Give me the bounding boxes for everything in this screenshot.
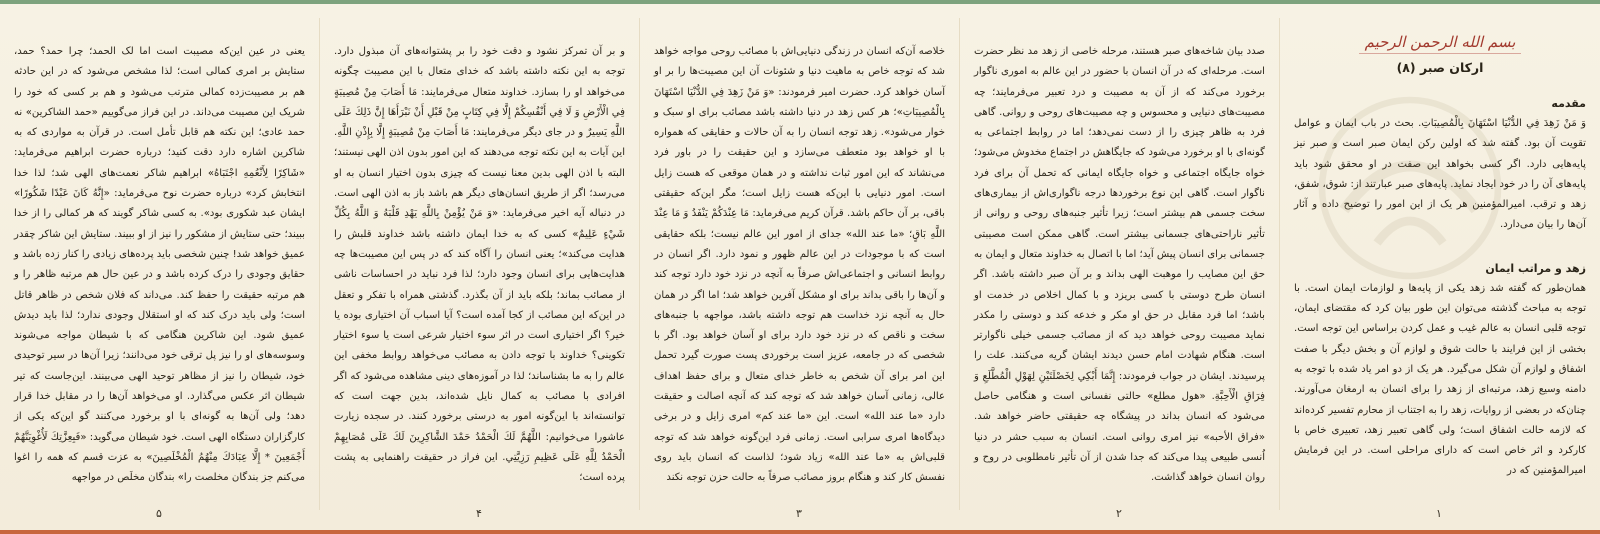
page-number-4: ۴: [476, 507, 482, 520]
paragraph: صدد بیان شاخه‌های صبر هستند، مرحله خاصی از زهد مد نظر حضرت است. مرحله‌ای که در آن انسان با حضور در این عالم به اموری ناگوار برخورد می‌کند که از آن به مصیبت و درد تعبیر می‌فرمایند؛ چه مصیبت‌های دنیایی و محسوس و چه مصیبت‌های روحی و روانی. گاهی فرد به ظاهر چیزی را از دست نمی‌دهد؛ اما در روابط اجتماعی به گونه‌ای با او برخورد می‌شود که جایگاهش در اجتماع مخدوش می‌شود؛ خواه جایگاه اجتماعی و خواه جایگاه ایمانی که تحمل آن برای فرد ناگوار است. گاهی این نوع برخوردها درجه ناگواری‌اش از بیماری‌های سخت جسمی هم بیشتر است؛ زیرا تأثیر جنبه‌های روحی و روانی از تأثیر ناراحتی‌های جسمانی بیشتر است. گاهی ممکن است مصیبتی جسمانی برای انسان پیش آید؛ اما با اتصال به خداوند متعال و ایمان به حق این مصایب را موهبت الهی بداند و بر آن صبر داشته باشد. اگر انسان طرح دوستی با کسی بریزد و با کمال اخلاص در خدمت او باشد؛ اما فرد مقابل در حق او مکر و خدعه کند و دوستی را مکدر نماید مصیبت روحی خواهد دید که از مصائب جسمی خیلی ناگوارتر است. هنگام شهادت امام حسن دیدند ایشان گریه می‌کنند. علت را پرسیدند. ایشان در جواب فرمودند: إِنَّمَا أَبْكِي لِخَصْلَتَيْنِ لِهَوْلِ الْمُطَّلَعِ وَ فِرَاقِ الْأَحِبَّةِ. «هول مطلع» حالتی نفسانی است و هنگامی حاصل می‌شود که انسان بداند در پیشگاه چه حقیقتی حاضر خواهد شد. «فراق الأحبه» نیز امری روانی است. انسان به سبب حشر در دنیا اُنسی طبیعی پیدا می‌کند که جدا شدن از آن تأثیر نامطلوبی در روح و روان انسان خواهد گذاشت.: [974, 46, 1265, 484]
column-3: [640, 18, 960, 510]
paragraph: یعنی در عین این‌که مصیبت است اما لک الحمد؛ چرا حمد؟ حمد، ستایش بر امری کمالی است؛ لذا مشخص می‌شود که در این حادثه هم بر مصیبت‌زده کمالی مترتب می‌شود و هم بر کسی که خود را شریک این مصیبت می‌داند. در این فراز می‌گوییم «حمد الشاکرین» نه حمد عادی؛ این نکته هم قابل تأمل است. در قرآن به مواردی که به شاکرین اشاره دارد دقت کنید؛ درباره حضرت ابراهیم می‌فرماید: «شَاكِرًا لِأَنْعُمِهِ اجْتَبَاهُ» ابراهیم شاکر نعمت‌های الهی شد؛ لذا خدا انتخابش کرد» درباره حضرت نوح می‌فرماید: «إِنَّهُ كَانَ عَبْدًا شَكُورًا» ایشان عبد شکوری بود». به کسی شاکر گویند که هر کمالی را از خدا ببیند؛ حتی ستایش از مشکور را نیز از او ببیند. ستایش این شاکر چقدر عمیق خواهد شد! چنین شخصی باید پرده‌های زیادی را کنار زده باشد و حقایق وجودی را درک کرده باشد و در عین حال هم مرتبه ظاهر را و هم مرتبه حقیقت را حفظ کند. می‌داند که فلان شخص در ظاهر قاتل است؛ ولی باید درک کند که او استقلال وجودی ندارد؛ لذا باید دیدش عمیق شود. این شاکرین هنگامی که با شیطان مواجه می‌شوند وسوسه‌های او را نیز پل ترقی خود می‌دانند؛ زیرا آن‌ها در سیر توحیدی خود، شیطان را نیز از مظاهر توحید الهی می‌بینند. این‌جاست که تیر شیطان اثر عکس می‌گذارد. او می‌خواهد آن‌ها را در مقابل خدا قرار دهد؛ ولی آن‌ها به گونه‌ای با او برخورد می‌کنند گو این‌که یکی از کارگزاران دستگاه الهی است. خود شیطان می‌گوید: «فَبِعِزَّتِكَ لَأُغْوِيَنَّهُمْ أَجْمَعِينَ * إِلَّا عِبَادَكَ مِنْهُمُ الْمُخْلَصِينَ» به عزت قسم که همه را اغوا می‌کنم جز بندگان مخلصت را» بندگان مخلَص در مواجهه: [14, 46, 305, 484]
header-block: [1294, 32, 1586, 75]
page-number-2: ۲: [1116, 507, 1122, 520]
text-columns: [0, 18, 1600, 510]
column-5: [0, 18, 320, 510]
paragraph: همان‌طور که گفته شد زهد یکی از پایه‌ها و لوازمات ایمان است. با توجه به مباحث گذشته می‌توان این طور بیان کرد که مقتضای ایمان، توجه قلبی انسان به عالم غیب و عمل کردن براساس این توجه است. بخشی از این فرایند با حالت شوق و لوازم آن و بخش دیگر با صفت اشفاق و لوازم آن شکل می‌گیرد. هر یک از دو امر یاد شده با توجه به دامنه وسیع زهد، مرتبه‌ای از زهد را برای انسان به ارمغان می‌آورند. چنان‌که در بعضی از روایات، زهد را به اجتناب از محارم تفسیر کرده‌اند که لازمه حالت اشفاق است؛ ولی گاهی تعبیر زهد، تعبیری خاص با کارکرد و اثر خاص است که دارای مراحلی است. در این فرمایش امیرالمؤمنین که در: [1294, 282, 1586, 477]
document-title: ارکان صبر (۸): [1396, 60, 1484, 75]
section-heading-intro: مقدمه: [1551, 97, 1586, 110]
paragraph: و بر آن تمرکز نشود و دقت خود را بر پشتوانه‌های آن مبذول دارد. توجه به این نکته داشته باشد که خدای متعال با این مصیبت چگونه می‌خواهد او را بسازد. خداوند متعال می‌فرمایند: مَا أَصَابَ مِنْ مُصِيبَةٍ فِي الْأَرْضِ وَ لَا فِي أَنْفُسِكُمْ إِلَّا فِي كِتَابٍ مِنْ قَبْلِ أَنْ نَبْرَأَهَا إِنَّ ذَلِكَ عَلَى اللَّهِ يَسِيرٌ و در جای دیگر می‌فرمایند: مَا أَصَابَ مِنْ مُصِيبَةٍ إِلَّا بِإِذْنِ اللَّهِ. این آیات به این نکته توجه می‌دهند که این امور بدون اذن الهی نیستند؛ البته با اذن الهی بدین معنا نیست که چیزی بدون اختیار انسان به او می‌رسد؛ اگر از طریق انسان‌های دیگر هم باشد باز به اذن الهی است. در دنباله آیه اخیر می‌فرماید: «وَ مَنْ يُؤْمِنْ بِاللَّهِ يَهْدِ قَلْبَهُ وَ اللَّهُ بِكُلِّ شَيْءٍ عَلِيمٌ» کسی که به خدا ایمان داشته باشد خداوند قلبش را هدایت می‌کند»؛ یعنی انسان را آگاه کند که در پس این مصیبت‌ها چه هدایت‌هایی برای انسان وجود دارد؛ لذا فرد نباید در احساسات ناشی از مصائب بماند؛ بلکه باید از آن بگذرد. گذشتی همراه با تفکر و تعقل در این‌که این مصائب از کجا آمده است؟ آیا اسباب آن اختیاری بوده یا خیر؟ اگر اختیاری است در اثر سوء اختیار شرعی است یا سوء اختیار تکوینی؟ خداوند با توجه دادن به مصائب می‌خواهد روابط مخفی این عالم را به ما بشناساند؛ لذا در آموزه‌های دینی مشاهده می‌شود که اگر افرادی با مصائب به کمال نایل شده‌اند، بدین جهت است که توانسته‌اند با این‌گونه امور به درستی برخورد کنند. در سجده زیارت عاشورا می‌خوانیم: اللَّهُمَّ لَكَ الْحَمْدُ حَمْدَ الشَّاكِرِينَ لَكَ عَلَى مُصَابِهِمْ الْحَمْدُ لِلَّهِ عَلَى عَظِيمِ رَزِيَّتِي. این فراز در حقیقت راهنمایی به پشت پرده است؛: [334, 46, 625, 484]
column-2: [960, 18, 1280, 510]
page-number-1: ۱: [1436, 507, 1442, 520]
page-number-3: ۳: [796, 507, 802, 520]
column-1: [1280, 18, 1600, 510]
column-4: [320, 18, 640, 510]
paragraph: وَ مَنْ زَهِدَ فِي الدُّنْيَا اسْتَهَانَ بِالْمُصِيبَاتِ. بحث در باب ایمان و عوامل تقویت آن بود. گفته شد که اولین رکن ایمان صبر است و صبر نیز پایه‌هایی دارد. اگر کسی بخواهد این صفت در او محقق شود باید پایه‌های آن را در خود ایجاد نماید. پایه‌های صبر عبارتند از: شوق، شفق، زهد و ترقب. امیرالمؤمنین هر یک از این امور را توضیح داده و آثار آن‌ها را بیان می‌دارد.: [1294, 118, 1586, 231]
basmala: بسم الله الرحمن الرحيم: [1359, 33, 1522, 54]
paragraph: خلاصه آن‌که انسان در زندگی دنیایی‌اش با مصائب روحی مواجه خواهد شد که توجه خاص به ماهیت دنیا و شئونات آن این مصیبت‌ها را بر او آسان خواهد کرد. حضرت امیر فرمودند: «وَ مَنْ زَهِدَ فِي الدُّنْيَا اسْتَهَانَ بِالْمُصِيبَاتِ»؛ هر کس زهد در دنیا داشته باشد مصائب برای او سبک و خوار می‌شود». زهد توجه انسان را به آن حالات و حقایقی که همواره با او خواهد بود متعطف می‌سازد و این حقیقت را در باور فرد می‌نشاند که این امور ثبات نداشته و در همان موقعی که هست زایل است. امور دنیایی با این‌که هست زایل است؛ مگر این‌که حقیقتی باقی، بر آن حاکم باشد. قرآن کریم می‌فرماید: مَا عِنْدَكُمْ يَنْفَدُ وَ مَا عِنْدَ اللَّهِ بَاقٍ؛ «ما عند الله» جدای از امور این عالم نیست؛ بلکه حقایقی است که با موجودات در این عالم ظهور و نمود دارد. اگر انسان در روابط انسانی و اجتماعی‌اش صرفاً به آنچه در نزد خود دارد توجه کند و آن‌ها را باقی بداند برای او مشکل آفرین خواهد شد؛ اما اگر در همان حال به آنچه نزد خداست هم توجه داشته باشد، مواجهه با جنبه‌های سخت و ناقص که در نزد خود دارد برای او آسان خواهد بود. اگر با شخصی که در جامعه، عزیز است برخوردی پست صورت گیرد تحمل این امر برای آن شخص به خاطر خدای متعال و برای حفظ اهداف عالی، زمانی آسان خواهد شد که توجه کند که آنچه اصالت و حقیقت دارد «ما عند الله» است. این «ما عند کم» امری زایل و در برخی دیدگاه‌ها امری سرابی است. زمانی فرد این‌گونه خواهد شد که توجه قلبی‌اش به «ما عند الله» زیاد شود؛ لذاست که انسان باید روی نفسش کار کند و هنگام بروز مصائب صرفاً به حالت حزن توجه نکند: [654, 46, 945, 484]
page-number-5: ۵: [156, 507, 162, 520]
spacer: [1294, 236, 1586, 262]
section-heading-zuhd: زهد و مراتب ایمان: [1485, 261, 1586, 275]
